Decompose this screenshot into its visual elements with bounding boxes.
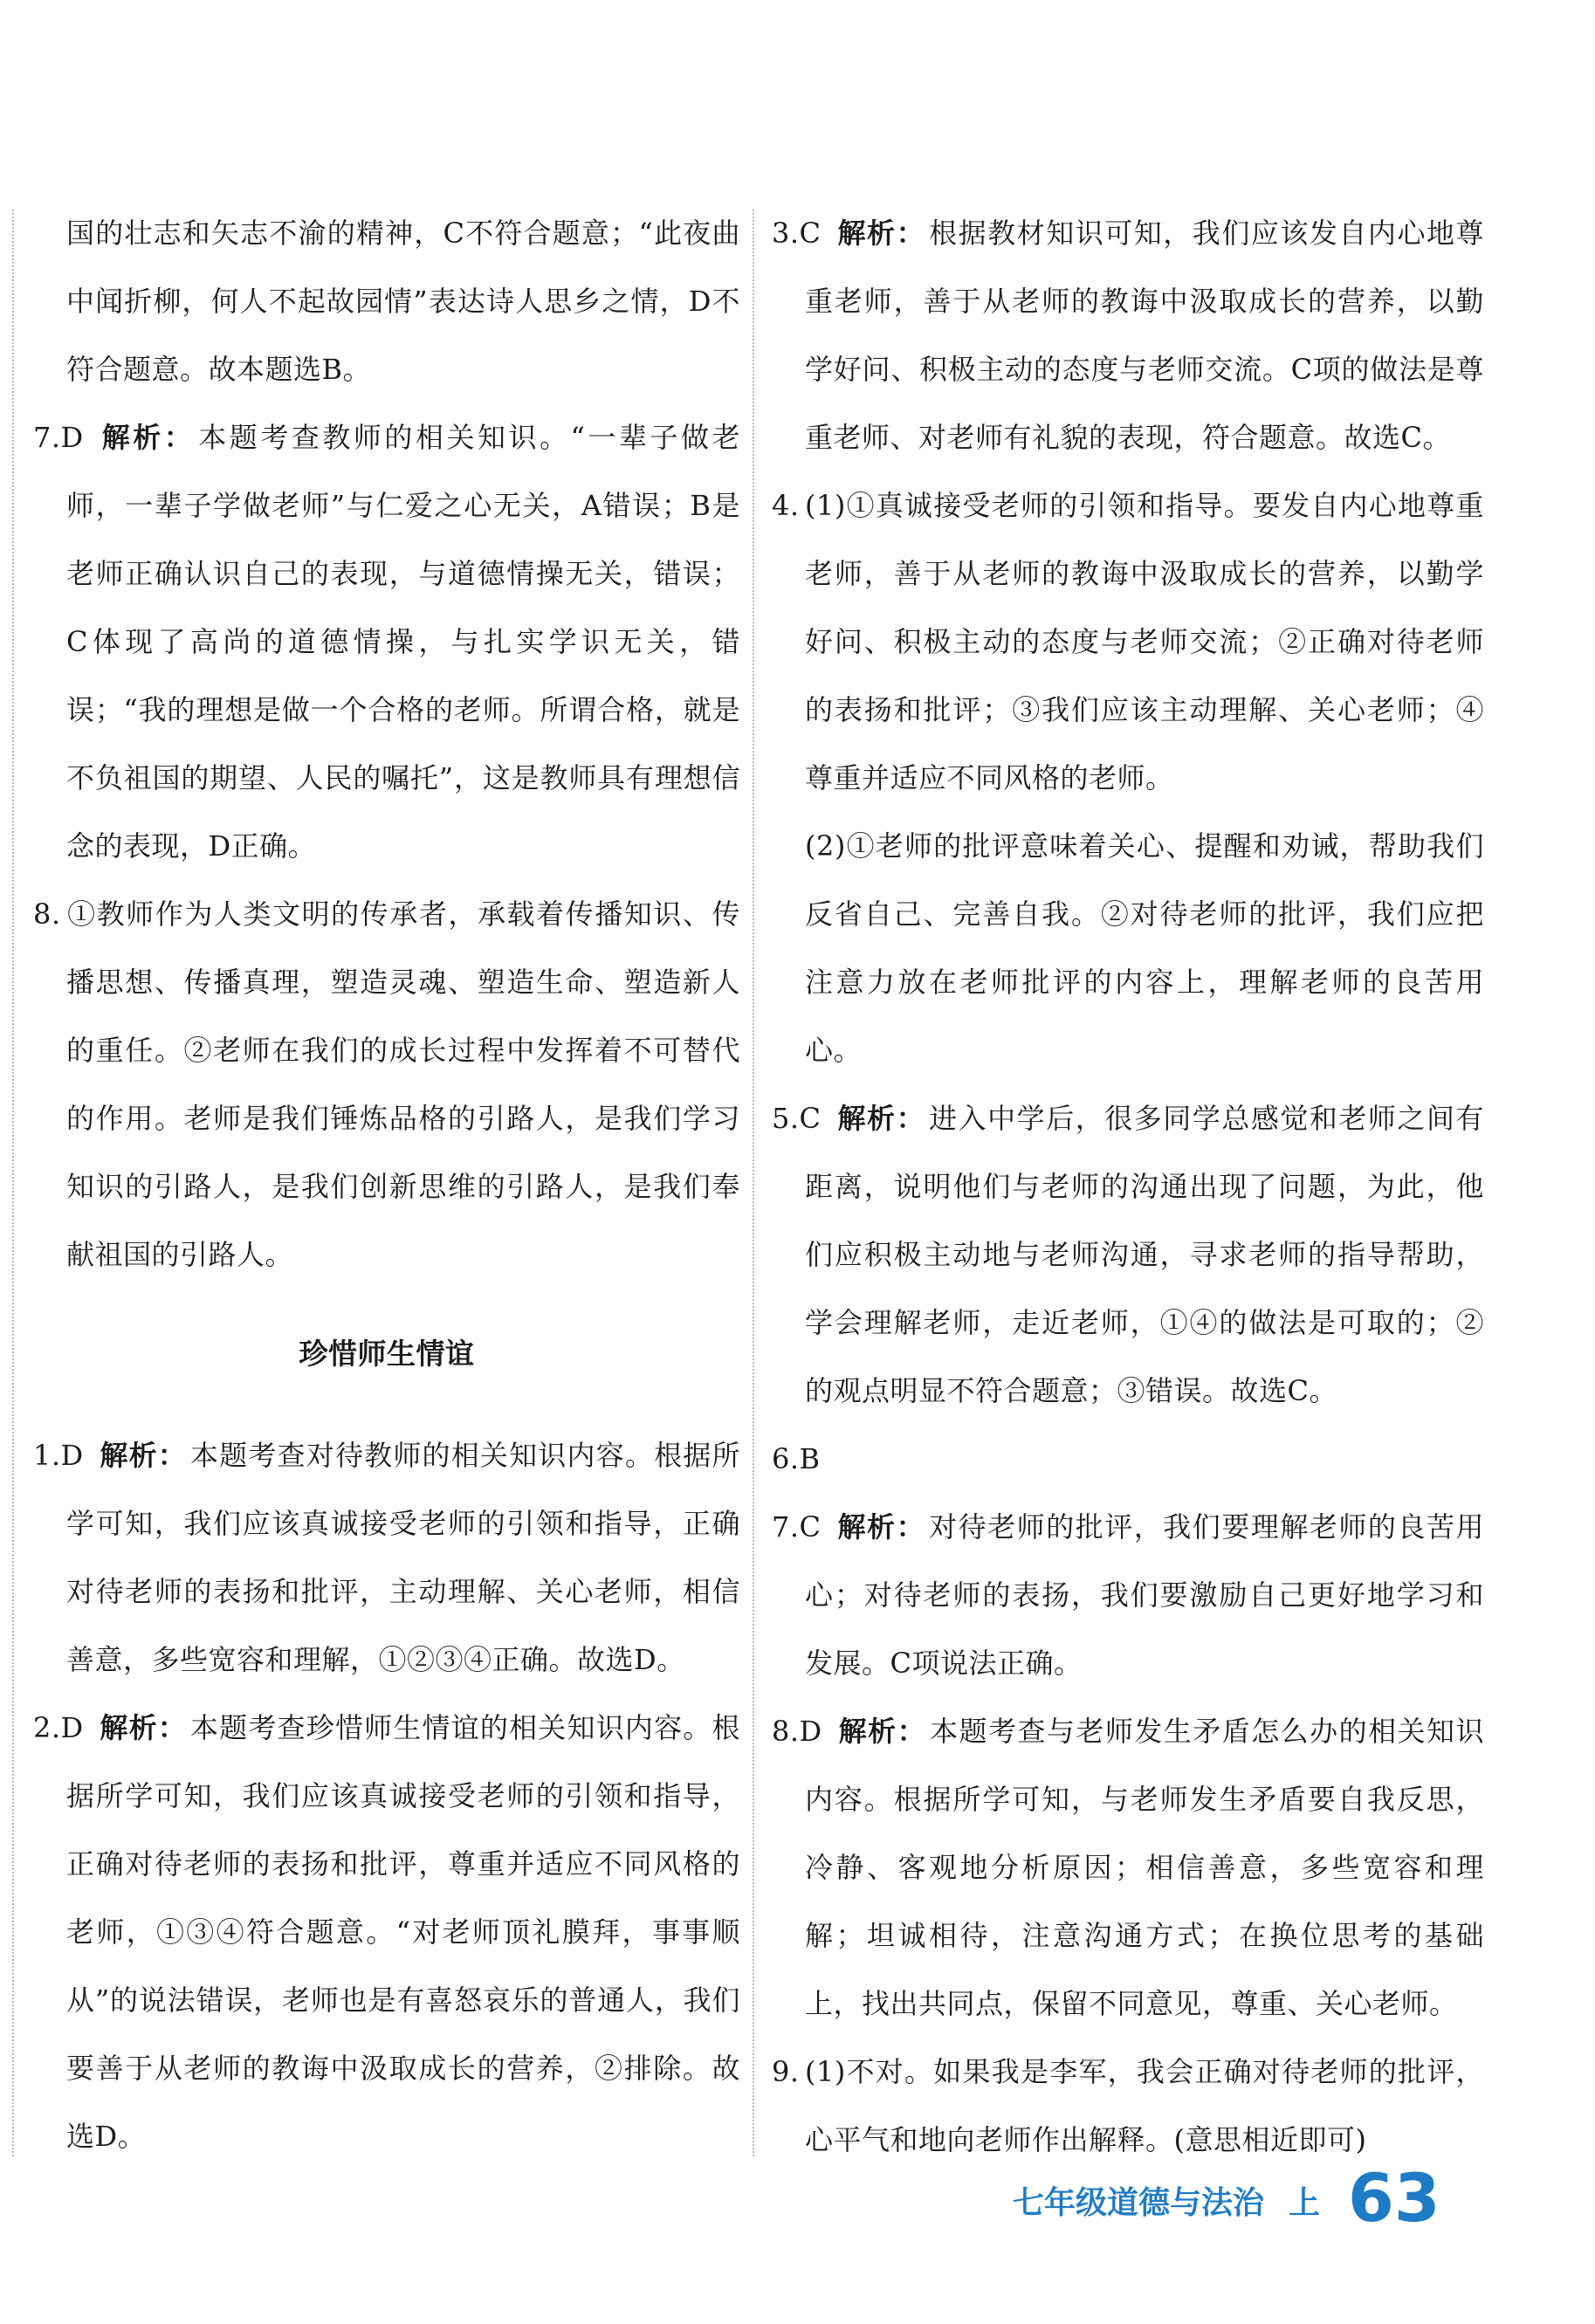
column-divider-rule xyxy=(753,210,754,2156)
answer-subpart: (2)①老师的批评意味着关心、提醒和劝诫，帮助我们反省自己、完善自我。②对待老师的批评，我们应把注意力放在老师批评的内容上，理解老师的良苦用心。 xyxy=(805,829,1484,1067)
analysis-label: 解析： xyxy=(836,217,926,250)
answer-number: 1.D xyxy=(33,1439,84,1472)
analysis-label: 解析： xyxy=(99,1439,187,1472)
answer-number: 2.D xyxy=(33,1711,84,1744)
left-column xyxy=(33,199,740,2170)
answer-number: 8. xyxy=(33,897,61,931)
answer-item xyxy=(772,199,1484,471)
answer-text: 对待老师的批评，我们要理解老师的良苦用心；对待老师的表扬，我们要激励自己更好地学习和发展。C项说法正确。 xyxy=(805,1510,1484,1680)
answer-text: (1)①真诚接受老师的引领和指导。要发自内心地尊重老师，善于从老师的教诲中汲取成长的营养，以勤学好问、积极主动的态度与老师交流；②正确对待老师的表扬和批评；③我们应该主动理解、关心老师；④尊重并适应不同风格的老师。 xyxy=(805,489,1484,794)
answer-text: 本题考查教师的相关知识。“一辈子做老师，一辈子学做老师”与仁爱之心无关，A错误；B是老师正确认识自己的表现，与道德情操无关，错误；C体现了高尚的道德情操，与扎实学识无关，错误；“我的理想是做一个合格的老师。所谓合格，就是不负祖国的期望、人民的嘱托”，这是教师具有理想信念的表现，D正确。 xyxy=(66,421,740,863)
answer-item xyxy=(33,1694,740,2170)
answer-text: 本题考查对待教师的相关知识内容。根据所学可知，我们应该真诚接受老师的引领和指导，正确对待老师的表扬和批评，主动理解、关心老师，相信善意，多些宽容和理解，①②③④正确。故选D。 xyxy=(66,1439,740,1676)
answer-item xyxy=(772,471,1484,812)
right-items xyxy=(772,199,1484,2174)
answer-text: (1)不对。如果我是李军，我会正确对待老师的批评，心平气和地向老师作出解释。(意思相近即可) xyxy=(805,2055,1484,2156)
answer-number: 7.C xyxy=(772,1510,822,1544)
answer-item xyxy=(33,880,740,1289)
answer-item xyxy=(772,1697,1484,2038)
answer-number: 6.B xyxy=(772,1442,821,1475)
answer-text: 进入中学后，很多同学总感觉和老师之间有距离，说明他们与老师的沟通出现了问题，为此，他们应积极主动地与老师沟通，寻求老师的指导帮助，学会理解老师，走近老师，①④的做法是可取的；②的观点明显不符合题意；③错误。故选C。 xyxy=(805,1102,1484,1407)
answer-text: ①教师作为人类文明的传承者，承载着传播知识、传播思想、传播真理，塑造灵魂、塑造生命、塑造新人的重任。②老师在我们的成长过程中发挥着不可替代的作用。老师是我们锤炼品格的引路人，是我们学习知识的引路人，是我们创新思维的引路人，是我们奉献祖国的引路人。 xyxy=(66,897,740,1271)
answer-number: 8.D xyxy=(772,1715,822,1748)
answer-number: 3.C xyxy=(772,217,822,250)
answer-number: 9. xyxy=(772,2055,800,2088)
answer-item xyxy=(33,403,740,880)
page-footer xyxy=(1013,2153,1440,2237)
right-column xyxy=(772,199,1484,2174)
footer-subject: 七年级道德与法治 xyxy=(1013,2185,1265,2221)
analysis-label: 解析： xyxy=(836,1102,926,1135)
answer-item xyxy=(33,1421,740,1694)
left-items-after xyxy=(33,1421,740,2170)
answer-text: 本题考查与老师发生矛盾怎么办的相关知识内容。根据所学可知，与老师发生矛盾要自我反思，冷静、客观地分析原因；相信善意，多些宽容和理解；坦诚相待，注意沟通方式；在换位思考的基础上，找出共同点，保留不同意见，尊重、关心老师。 xyxy=(805,1715,1484,2020)
answer-item xyxy=(772,1084,1484,1425)
answer-item xyxy=(772,1425,1484,1493)
analysis-label: 解析： xyxy=(837,1715,927,1748)
answer-number: 7.D xyxy=(33,421,84,454)
answer-number: 4. xyxy=(772,489,800,522)
left-items-before xyxy=(33,403,740,1289)
answer-text: 根据教材知识可知，我们应该发自内心地尊重老师，善于从老师的教诲中汲取成长的营养，以勤学好问、积极主动的态度与老师交流。C项的做法是尊重老师、对老师有礼貌的表现，符合题意。故选C。 xyxy=(805,217,1484,454)
answer-item xyxy=(772,1493,1484,1697)
analysis-label: 解析： xyxy=(99,421,196,454)
footer-volume: 上 xyxy=(1289,2185,1321,2221)
page-number: 63 xyxy=(1348,2159,1440,2237)
analysis-label: 解析： xyxy=(99,1711,187,1744)
answer-number: 5.C xyxy=(772,1102,822,1135)
analysis-label: 解析： xyxy=(836,1510,926,1544)
answer-text: 本题考查珍惜师生情谊的相关知识内容。根据所学可知，我们应该真诚接受老师的引领和指导，正确对待老师的表扬和批评，尊重并适应不同风格的老师，①③④符合题意。“对老师顶礼膜拜，事事顺从”的说法错误，老师也是有喜怒哀乐的普通人，我们要善于从老师的教诲中汲取成长的营养，②排除。故选D。 xyxy=(66,1711,740,2153)
section-title: 珍惜师生情谊 xyxy=(299,1337,475,1371)
continued-answer-text: 国的壮志和矢志不渝的精神，C不符合题意；“此夜曲中闻折柳，何人不起故园情”表达诗人思乡之情，D不符合题意。故本题选B。 xyxy=(66,217,740,386)
left-margin-rule xyxy=(12,210,14,2156)
